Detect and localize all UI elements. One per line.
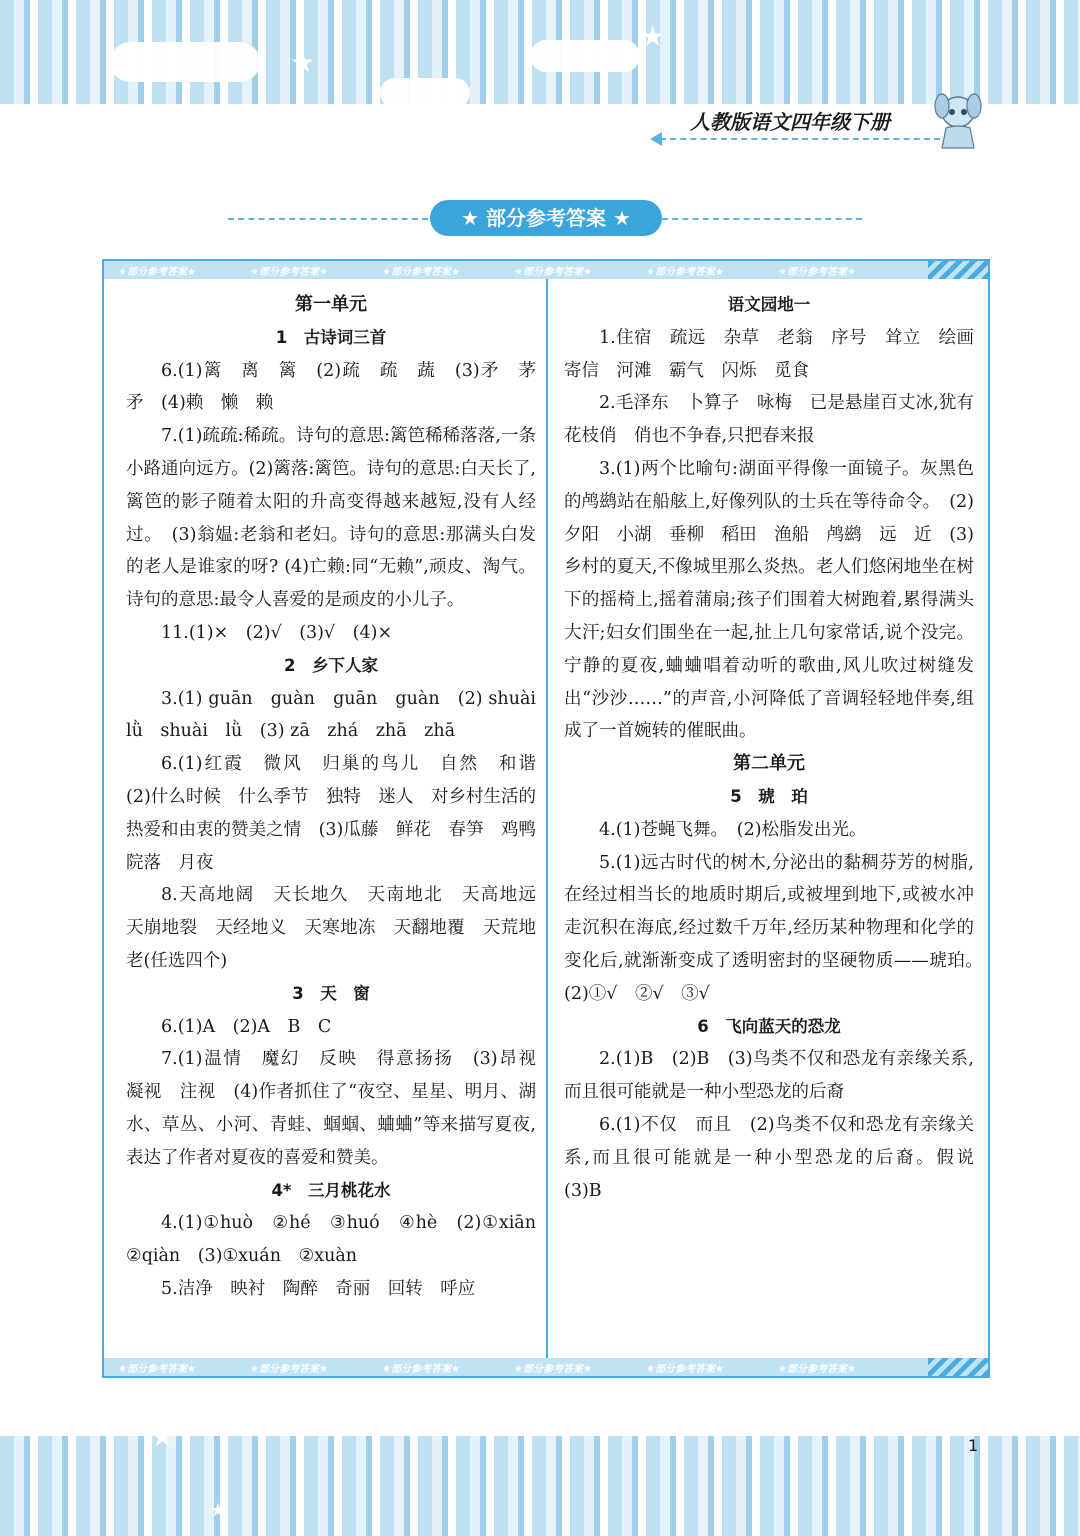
box-top-strip — [104, 261, 988, 279]
answer-paragraph: 2.毛泽东 卜算子 咏梅 已是悬崖百丈冰,犹有花枝俏 俏也不争春,只把春来报 — [564, 393, 974, 447]
strip-label: ★部分参考答案★ — [250, 1364, 328, 1375]
strip-label: ★部分参考答案★ — [250, 267, 328, 278]
section-banner: ★ 部分参考答案 ★ — [430, 200, 662, 236]
book-title: 人教版语文四年级下册 — [690, 110, 890, 134]
strip-label: ★部分参考答案★ — [382, 267, 460, 278]
strip-label: ★部分参考答案★ — [382, 1364, 460, 1375]
answer-paragraph: 3.(1) guān guàn guān guàn (2) shuài lǜ shuài lǜ (3) zā zhá zhā zhā — [126, 688, 554, 742]
column-divider — [546, 279, 548, 1358]
strip-label: ★部分参考答案★ — [118, 267, 196, 278]
answer-box — [102, 259, 990, 1378]
answer-paragraph: 2.(1)B (2)B (3)鸟类不仅和恐龙有亲缘关系,而且很可能就是一种小型恐龙的后裔 — [564, 1049, 974, 1103]
answer-paragraph: 7.(1)温情 魔幻 反映 得意扬扬 (3)昂视 凝视 注视 (4)作者抓住了“夜空、星星、明月、湖水、草丛、小河、青蛙、蝈蝈、蛐蛐”等来描写夏夜,表达了作者对夏夜的喜爱和赞美。 — [126, 1049, 554, 1168]
star-icon: ★ — [210, 1500, 227, 1521]
answer-paragraph: 6.(1)不仅 而且 (2)鸟类不仅和恐龙有亲缘关系,而且很可能就是一种小型恐龙的后裔。假说 (3)B — [564, 1114, 992, 1201]
answer-paragraph: 6.(1)A (2)A B C — [161, 1016, 332, 1037]
lesson-heading: 4* 三月桃花水 — [271, 1180, 391, 1200]
answer-paragraph: 3.(1)两个比喻句:湖面平得像一面镜子。灰黑色的鸬鹚站在船舷上,好像列队的士兵在等待命令。 (2)夕阳 小湖 垂柳 稻田 渔船 鸬鹚 远 近 (3)乡村的夏天,不像城里那么炎热。老人们悠闲地坐在树下的摇椅上,摇着蒲扇;孩子们围着大树跑着,累得满头大汗;妇女们围坐在一起,扯上几句家常话,说个没完。宁静的夏夜,蛐蛐唱着动听的歌曲,风儿吹过树缝发出“沙沙……”的声音,小河降低了音调轻轻地伴奏,组成了一首婉转的催眠曲。 — [564, 458, 974, 742]
lesson-heading: 语文园地一 — [727, 295, 811, 314]
strip-label: ★部分参考答案★ — [514, 267, 592, 278]
strip-hatch — [928, 261, 988, 279]
lesson-heading: 6 飞向蓝天的恐龙 — [697, 1016, 841, 1036]
strip-hatch — [928, 1358, 988, 1376]
strip-label: ★部分参考答案★ — [118, 1364, 196, 1375]
answer-paragraph: 4.(1)①huò ②hé ③huó ④hè (2)①xiān ②qiàn (3)①xuán ②xuàn — [126, 1213, 554, 1267]
right-column — [564, 289, 992, 1207]
lesson-heading: 2 乡下人家 — [284, 655, 378, 675]
left-column — [126, 289, 554, 1306]
lesson-heading: 5 琥 珀 — [730, 786, 808, 806]
star-icon: ★ — [290, 46, 316, 79]
unit-heading: 第一单元 — [295, 294, 367, 315]
answer-paragraph: 6.(1)红霞 微风 归巢的鸟儿 自然 和谐 (2)什么时候 什么季节 独特 迷人 对乡村生活的热爱和由衷的赞美之情 (3)瓜藤 鲜花 春笋 鸡鸭 院落 月夜 — [126, 754, 554, 873]
strip-label: ★部分参考答案★ — [514, 1364, 592, 1375]
cloud-decoration — [380, 78, 470, 108]
answer-paragraph: 5.洁净 映衬 陶醉 奇丽 回转 呼应 — [161, 1278, 476, 1299]
page-number: 1 — [968, 1436, 979, 1455]
answer-paragraph: 1.住宿 疏远 杂草 老翁 序号 耸立 绘画 寄信 河滩 霸气 闪烁 觅食 — [564, 327, 992, 381]
star-icon: ★ — [150, 1420, 176, 1453]
answer-paragraph: 5.(1)远古时代的树木,分泌出的黏稠芬芳的树脂,在经过相当长的地质时期后,或被埋到地下,或被水冲走沉积在海底,经过数千万年,经历某种物理和化学的变化后,就渐渐变成了透明密封的坚硬物质——琥珀。 (2)①√ ②√ ③√ — [564, 852, 992, 1004]
banner-rule-right — [662, 218, 862, 220]
unit-heading: 第二单元 — [733, 753, 805, 775]
answer-paragraph: 11.(1)× (2)√ (3)√ (4)× — [161, 622, 393, 643]
strip-label: ★部分参考答案★ — [778, 267, 856, 278]
answer-paragraph: 6.(1)篱 离 篱 (2)疏 疏 蔬 (3)矛 茅 矛 (4)赖 懒 赖 — [126, 360, 554, 414]
mascot-icon — [928, 90, 988, 152]
answer-paragraph: 8.天高地阔 天长地久 天南地北 天高地远 天崩地裂 天经地义 天寒地冻 天翻地覆 天荒地老(任选四个) — [126, 885, 554, 971]
answer-paragraph: 4.(1)苍蝇飞舞。 (2)松脂发出光。 — [599, 819, 867, 840]
lesson-heading: 1 古诗词三首 — [275, 327, 387, 347]
cloud-decoration — [110, 42, 260, 82]
strip-label: ★部分参考答案★ — [646, 1364, 724, 1375]
box-bottom-strip — [104, 1358, 988, 1376]
star-icon: ★ — [640, 20, 666, 53]
cloud-decoration — [530, 40, 640, 72]
answer-paragraph: 7.(1)疏疏:稀疏。诗句的意思:篱笆稀稀落落,一条小路通向远方。(2)篱落:篱笆。诗句的意思:白天长了,篱笆的影子随着太阳的升高变得越来越短,没有人经过。 (3)翁媪:老翁和老妇。诗句的意思:那满头白发的老人是谁家的呀? (4)亡赖:同“无赖”,顽皮、淘气。诗句的意思:最令人喜爱的是顽皮的小儿子。 — [126, 426, 536, 611]
title-underline — [660, 138, 940, 140]
strip-label: ★部分参考答案★ — [646, 267, 724, 278]
strip-label: ★部分参考答案★ — [778, 1364, 856, 1375]
banner-rule-left — [228, 218, 428, 220]
lesson-heading: 3 天 窗 — [292, 983, 370, 1003]
